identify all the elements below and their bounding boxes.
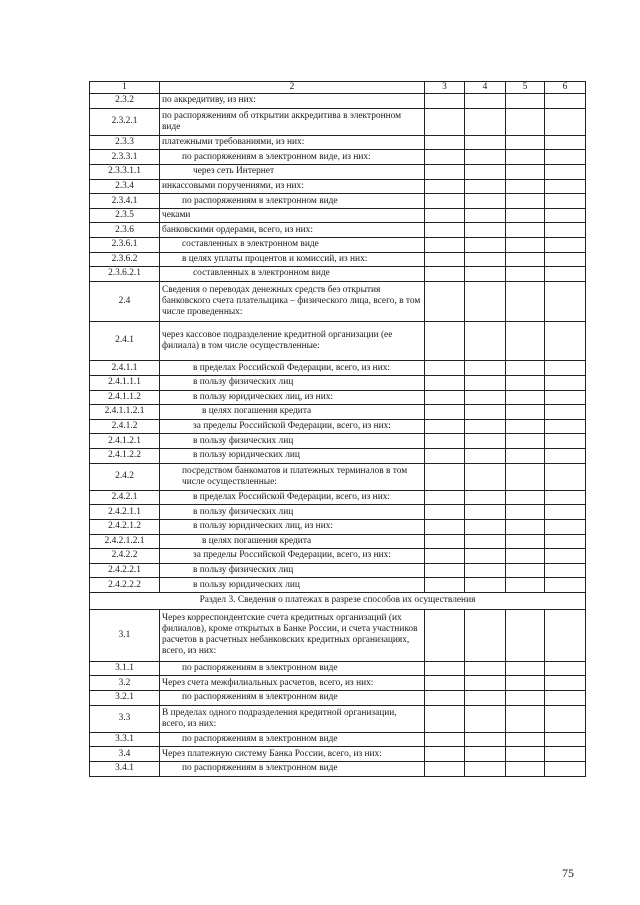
value-cell-col5 — [506, 490, 545, 505]
value-cell-col5 — [506, 419, 545, 434]
column-header-4: 4 — [465, 82, 506, 94]
row-description: чеками — [160, 208, 425, 223]
column-header-2: 2 — [160, 82, 425, 94]
value-cell-col4 — [465, 208, 506, 223]
value-cell-col6 — [545, 419, 586, 434]
value-cell-col3 — [425, 267, 465, 282]
value-cell-col4 — [465, 661, 506, 676]
value-cell-col5 — [506, 463, 545, 490]
row-code: 2.4.2.1.2.1 — [90, 534, 160, 549]
report-table — [89, 81, 586, 777]
value-cell-col6 — [545, 563, 586, 578]
table-row — [90, 179, 586, 194]
column-header-1: 1 — [90, 82, 160, 94]
value-cell-col6 — [545, 490, 586, 505]
row-code: 2.4.2.2 — [90, 549, 160, 564]
value-cell-col3 — [425, 419, 465, 434]
row-code: 3.3 — [90, 705, 160, 732]
table-row — [90, 563, 586, 578]
value-cell-col5 — [506, 135, 545, 150]
value-cell-col6 — [545, 691, 586, 706]
value-cell-col6 — [545, 252, 586, 267]
row-code: 2.4.1.2.2 — [90, 448, 160, 463]
table-row — [90, 405, 586, 420]
table-row — [90, 534, 586, 549]
value-cell-col3 — [425, 609, 465, 661]
value-cell-col3 — [425, 490, 465, 505]
value-cell-col4 — [465, 463, 506, 490]
value-cell-col3 — [425, 519, 465, 534]
row-description: по распоряжениям в электронном виде, из них: — [160, 150, 425, 165]
row-code: 3.2 — [90, 676, 160, 691]
table-row — [90, 223, 586, 238]
row-code: 2.4.2.2.1 — [90, 563, 160, 578]
value-cell-col6 — [545, 165, 586, 180]
value-cell-col3 — [425, 747, 465, 762]
table-row — [90, 661, 586, 676]
value-cell-col3 — [425, 390, 465, 405]
row-description: Через корреспондентские счета кредитных организаций (их филиалов), кроме открытых в Банке России, и счета участников расчетов в расчетных небанковских кредитных организациях, всего, из них: — [160, 609, 425, 661]
value-cell-col4 — [465, 578, 506, 593]
table-row — [90, 490, 586, 505]
value-cell-col5 — [506, 376, 545, 391]
table-row — [90, 238, 586, 253]
row-code: 3.3.1 — [90, 732, 160, 747]
column-header-5: 5 — [506, 82, 545, 94]
value-cell-col6 — [545, 94, 586, 109]
value-cell-col3 — [425, 732, 465, 747]
value-cell-col6 — [545, 321, 586, 361]
row-description: Сведения о переводах денежных средств без открытия банковского счета плательщика – физического лица, всего, в том числе проведенных: — [160, 281, 425, 321]
value-cell-col5 — [506, 208, 545, 223]
value-cell-col6 — [545, 267, 586, 282]
column-header-6: 6 — [545, 82, 586, 94]
value-cell-col5 — [506, 676, 545, 691]
value-cell-col4 — [465, 390, 506, 405]
value-cell-col5 — [506, 194, 545, 209]
row-code: 2.4.1.1 — [90, 361, 160, 376]
value-cell-col6 — [545, 762, 586, 777]
value-cell-col6 — [545, 448, 586, 463]
value-cell-col5 — [506, 267, 545, 282]
table-row — [90, 747, 586, 762]
value-cell-col3 — [425, 179, 465, 194]
row-description: по распоряжениям в электронном виде — [160, 194, 425, 209]
value-cell-col4 — [465, 267, 506, 282]
value-cell-col6 — [545, 238, 586, 253]
row-code: 2.4.1.2.1 — [90, 434, 160, 449]
value-cell-col3 — [425, 534, 465, 549]
value-cell-col3 — [425, 238, 465, 253]
row-description: в пользу физических лиц — [160, 376, 425, 391]
row-code: 2.3.6 — [90, 223, 160, 238]
value-cell-col6 — [545, 376, 586, 391]
row-description: в пользу юридических лиц — [160, 448, 425, 463]
value-cell-col3 — [425, 578, 465, 593]
value-cell-col4 — [465, 252, 506, 267]
value-cell-col4 — [465, 179, 506, 194]
value-cell-col4 — [465, 549, 506, 564]
row-description: посредством банкоматов и платежных терминалов в том числе осуществленные: — [160, 463, 425, 490]
value-cell-col3 — [425, 208, 465, 223]
value-cell-col4 — [465, 419, 506, 434]
value-cell-col4 — [465, 135, 506, 150]
row-code: 2.4.2.1.1 — [90, 505, 160, 520]
value-cell-col6 — [545, 208, 586, 223]
value-cell-col3 — [425, 321, 465, 361]
value-cell-col6 — [545, 505, 586, 520]
value-cell-col5 — [506, 405, 545, 420]
row-description: в пользу юридических лиц, из них: — [160, 390, 425, 405]
table-row — [90, 505, 586, 520]
row-code: 2.4.2.1 — [90, 490, 160, 505]
value-cell-col5 — [506, 578, 545, 593]
value-cell-col3 — [425, 691, 465, 706]
value-cell-col3 — [425, 676, 465, 691]
table-row — [90, 390, 586, 405]
row-description: Через платежную систему Банка России, всего, из них: — [160, 747, 425, 762]
table-row — [90, 165, 586, 180]
row-description: в пользу физических лиц — [160, 563, 425, 578]
row-code: 2.3.2.1 — [90, 108, 160, 135]
value-cell-col3 — [425, 762, 465, 777]
row-description: по распоряжениям в электронном виде — [160, 691, 425, 706]
row-code: 2.4.1.2 — [90, 419, 160, 434]
value-cell-col6 — [545, 281, 586, 321]
value-cell-col5 — [506, 732, 545, 747]
table-row — [90, 419, 586, 434]
row-code: 3.4 — [90, 747, 160, 762]
row-description: по распоряжениям в электронном виде — [160, 732, 425, 747]
value-cell-col5 — [506, 691, 545, 706]
value-cell-col4 — [465, 609, 506, 661]
value-cell-col5 — [506, 94, 545, 109]
table-row — [90, 434, 586, 449]
row-code: 2.4 — [90, 281, 160, 321]
value-cell-col6 — [545, 534, 586, 549]
row-description: составленных в электронном виде — [160, 238, 425, 253]
row-code: 2.4.2.2.2 — [90, 578, 160, 593]
value-cell-col5 — [506, 609, 545, 661]
section-heading: Раздел 3. Сведения о платежах в разрезе способов их осуществления — [90, 592, 586, 609]
value-cell-col5 — [506, 549, 545, 564]
value-cell-col5 — [506, 321, 545, 361]
value-cell-col4 — [465, 691, 506, 706]
row-code: 2.4.2.1.2 — [90, 519, 160, 534]
page-number: 75 — [562, 866, 574, 880]
value-cell-col3 — [425, 150, 465, 165]
value-cell-col5 — [506, 705, 545, 732]
value-cell-col6 — [545, 732, 586, 747]
value-cell-col4 — [465, 405, 506, 420]
row-code: 2.3.3 — [90, 135, 160, 150]
value-cell-col5 — [506, 747, 545, 762]
value-cell-col5 — [506, 505, 545, 520]
value-cell-col4 — [465, 281, 506, 321]
value-cell-col5 — [506, 150, 545, 165]
row-code: 2.3.6.2 — [90, 252, 160, 267]
value-cell-col6 — [545, 405, 586, 420]
value-cell-col5 — [506, 108, 545, 135]
table-row — [90, 321, 586, 361]
value-cell-col6 — [545, 578, 586, 593]
value-cell-col6 — [545, 135, 586, 150]
row-description: по аккредитиву, из них: — [160, 94, 425, 109]
value-cell-col3 — [425, 434, 465, 449]
table-row — [90, 208, 586, 223]
value-cell-col3 — [425, 563, 465, 578]
value-cell-col4 — [465, 321, 506, 361]
value-cell-col5 — [506, 448, 545, 463]
row-code: 2.3.6.2.1 — [90, 267, 160, 282]
row-description: в целях погашения кредита — [160, 405, 425, 420]
table-row — [90, 691, 586, 706]
row-description: банковскими ордерами, всего, из них: — [160, 223, 425, 238]
value-cell-col3 — [425, 405, 465, 420]
row-code: 2.3.2 — [90, 94, 160, 109]
value-cell-col5 — [506, 762, 545, 777]
value-cell-col6 — [545, 549, 586, 564]
value-cell-col4 — [465, 762, 506, 777]
row-code: 2.4.1 — [90, 321, 160, 361]
value-cell-col3 — [425, 252, 465, 267]
value-cell-col4 — [465, 563, 506, 578]
value-cell-col3 — [425, 376, 465, 391]
row-description: В пределах одного подразделения кредитной организации, всего, из них: — [160, 705, 425, 732]
value-cell-col4 — [465, 223, 506, 238]
table-row — [90, 376, 586, 391]
row-description: в пределах Российской Федерации, всего, из них: — [160, 361, 425, 376]
value-cell-col4 — [465, 490, 506, 505]
row-code: 2.4.2 — [90, 463, 160, 490]
value-cell-col5 — [506, 390, 545, 405]
value-cell-col4 — [465, 165, 506, 180]
value-cell-col6 — [545, 661, 586, 676]
row-description: через кассовое подразделение кредитной организации (ее филиала) в том числе осуществленные: — [160, 321, 425, 361]
table-row — [90, 519, 586, 534]
table-row — [90, 281, 586, 321]
value-cell-col5 — [506, 563, 545, 578]
value-cell-col4 — [465, 94, 506, 109]
table-row — [90, 676, 586, 691]
value-cell-col4 — [465, 534, 506, 549]
value-cell-col5 — [506, 661, 545, 676]
value-cell-col4 — [465, 705, 506, 732]
value-cell-col6 — [545, 676, 586, 691]
value-cell-col4 — [465, 676, 506, 691]
row-code: 2.4.1.1.2 — [90, 390, 160, 405]
value-cell-col4 — [465, 376, 506, 391]
row-description: в пользу физических лиц — [160, 434, 425, 449]
row-description: за пределы Российской Федерации, всего, из них: — [160, 549, 425, 564]
value-cell-col5 — [506, 252, 545, 267]
value-cell-col5 — [506, 281, 545, 321]
row-code: 2.3.4 — [90, 179, 160, 194]
value-cell-col3 — [425, 94, 465, 109]
value-cell-col6 — [545, 390, 586, 405]
value-cell-col6 — [545, 194, 586, 209]
row-code: 3.4.1 — [90, 762, 160, 777]
row-code: 2.4.1.1.2.1 — [90, 405, 160, 420]
value-cell-col4 — [465, 434, 506, 449]
table-body — [90, 94, 586, 777]
row-code: 2.3.3.1 — [90, 150, 160, 165]
value-cell-col6 — [545, 747, 586, 762]
row-code: 2.3.5 — [90, 208, 160, 223]
table-row — [90, 194, 586, 209]
value-cell-col3 — [425, 549, 465, 564]
row-code: 2.3.3.1.1 — [90, 165, 160, 180]
value-cell-col3 — [425, 108, 465, 135]
value-cell-col5 — [506, 179, 545, 194]
value-cell-col3 — [425, 705, 465, 732]
row-description: платежными требованиями, из них: — [160, 135, 425, 150]
value-cell-col3 — [425, 165, 465, 180]
value-cell-col4 — [465, 238, 506, 253]
row-description: в целях погашения кредита — [160, 534, 425, 549]
value-cell-col5 — [506, 434, 545, 449]
value-cell-col5 — [506, 534, 545, 549]
row-code: 3.2.1 — [90, 691, 160, 706]
value-cell-col5 — [506, 361, 545, 376]
value-cell-col6 — [545, 179, 586, 194]
table-row — [90, 361, 586, 376]
section-heading-row — [90, 592, 586, 609]
row-code: 2.3.4.1 — [90, 194, 160, 209]
value-cell-col6 — [545, 705, 586, 732]
table-row — [90, 762, 586, 777]
row-description: Через счета межфилиальных расчетов, всего, из них: — [160, 676, 425, 691]
value-cell-col3 — [425, 194, 465, 209]
table-row — [90, 267, 586, 282]
row-description: в пределах Российской Федерации, всего, из них: — [160, 490, 425, 505]
row-description: через сеть Интернет — [160, 165, 425, 180]
row-description: по распоряжениям об открытии аккредитива в электронном виде — [160, 108, 425, 135]
table-row — [90, 252, 586, 267]
value-cell-col5 — [506, 165, 545, 180]
row-description: в пользу физических лиц — [160, 505, 425, 520]
table-row — [90, 609, 586, 661]
value-cell-col4 — [465, 448, 506, 463]
row-description: в пользу юридических лиц — [160, 578, 425, 593]
value-cell-col3 — [425, 463, 465, 490]
value-cell-col3 — [425, 448, 465, 463]
row-code: 3.1 — [90, 609, 160, 661]
column-header-3: 3 — [425, 82, 465, 94]
value-cell-col4 — [465, 747, 506, 762]
value-cell-col5 — [506, 519, 545, 534]
report-sheet — [89, 81, 585, 777]
value-cell-col4 — [465, 732, 506, 747]
value-cell-col5 — [506, 223, 545, 238]
value-cell-col3 — [425, 281, 465, 321]
value-cell-col6 — [545, 150, 586, 165]
table-header-row — [90, 82, 586, 94]
value-cell-col4 — [465, 108, 506, 135]
value-cell-col6 — [545, 463, 586, 490]
row-code: 2.4.1.1.1 — [90, 376, 160, 391]
value-cell-col4 — [465, 519, 506, 534]
value-cell-col6 — [545, 434, 586, 449]
table-row — [90, 732, 586, 747]
row-description: по распоряжениям в электронном виде — [160, 661, 425, 676]
table-row — [90, 463, 586, 490]
table-row — [90, 108, 586, 135]
table-row — [90, 578, 586, 593]
value-cell-col4 — [465, 505, 506, 520]
table-row — [90, 150, 586, 165]
value-cell-col6 — [545, 519, 586, 534]
table-row — [90, 135, 586, 150]
value-cell-col5 — [506, 238, 545, 253]
table-row — [90, 549, 586, 564]
value-cell-col6 — [545, 609, 586, 661]
value-cell-col3 — [425, 223, 465, 238]
row-description: составленных в электронном виде — [160, 267, 425, 282]
row-code: 3.1.1 — [90, 661, 160, 676]
value-cell-col3 — [425, 661, 465, 676]
value-cell-col4 — [465, 150, 506, 165]
row-description: за пределы Российской Федерации, всего, из них: — [160, 419, 425, 434]
row-description: в целях уплаты процентов и комиссий, из них: — [160, 252, 425, 267]
row-description: по распоряжениям в электронном виде — [160, 762, 425, 777]
table-row — [90, 705, 586, 732]
row-description: инкассовыми поручениями, из них: — [160, 179, 425, 194]
value-cell-col6 — [545, 361, 586, 376]
value-cell-col3 — [425, 505, 465, 520]
row-code: 2.3.6.1 — [90, 238, 160, 253]
row-description: в пользу юридических лиц, из них: — [160, 519, 425, 534]
value-cell-col3 — [425, 135, 465, 150]
value-cell-col4 — [465, 194, 506, 209]
value-cell-col4 — [465, 361, 506, 376]
value-cell-col3 — [425, 361, 465, 376]
value-cell-col6 — [545, 108, 586, 135]
value-cell-col6 — [545, 223, 586, 238]
table-row — [90, 448, 586, 463]
table-row — [90, 94, 586, 109]
